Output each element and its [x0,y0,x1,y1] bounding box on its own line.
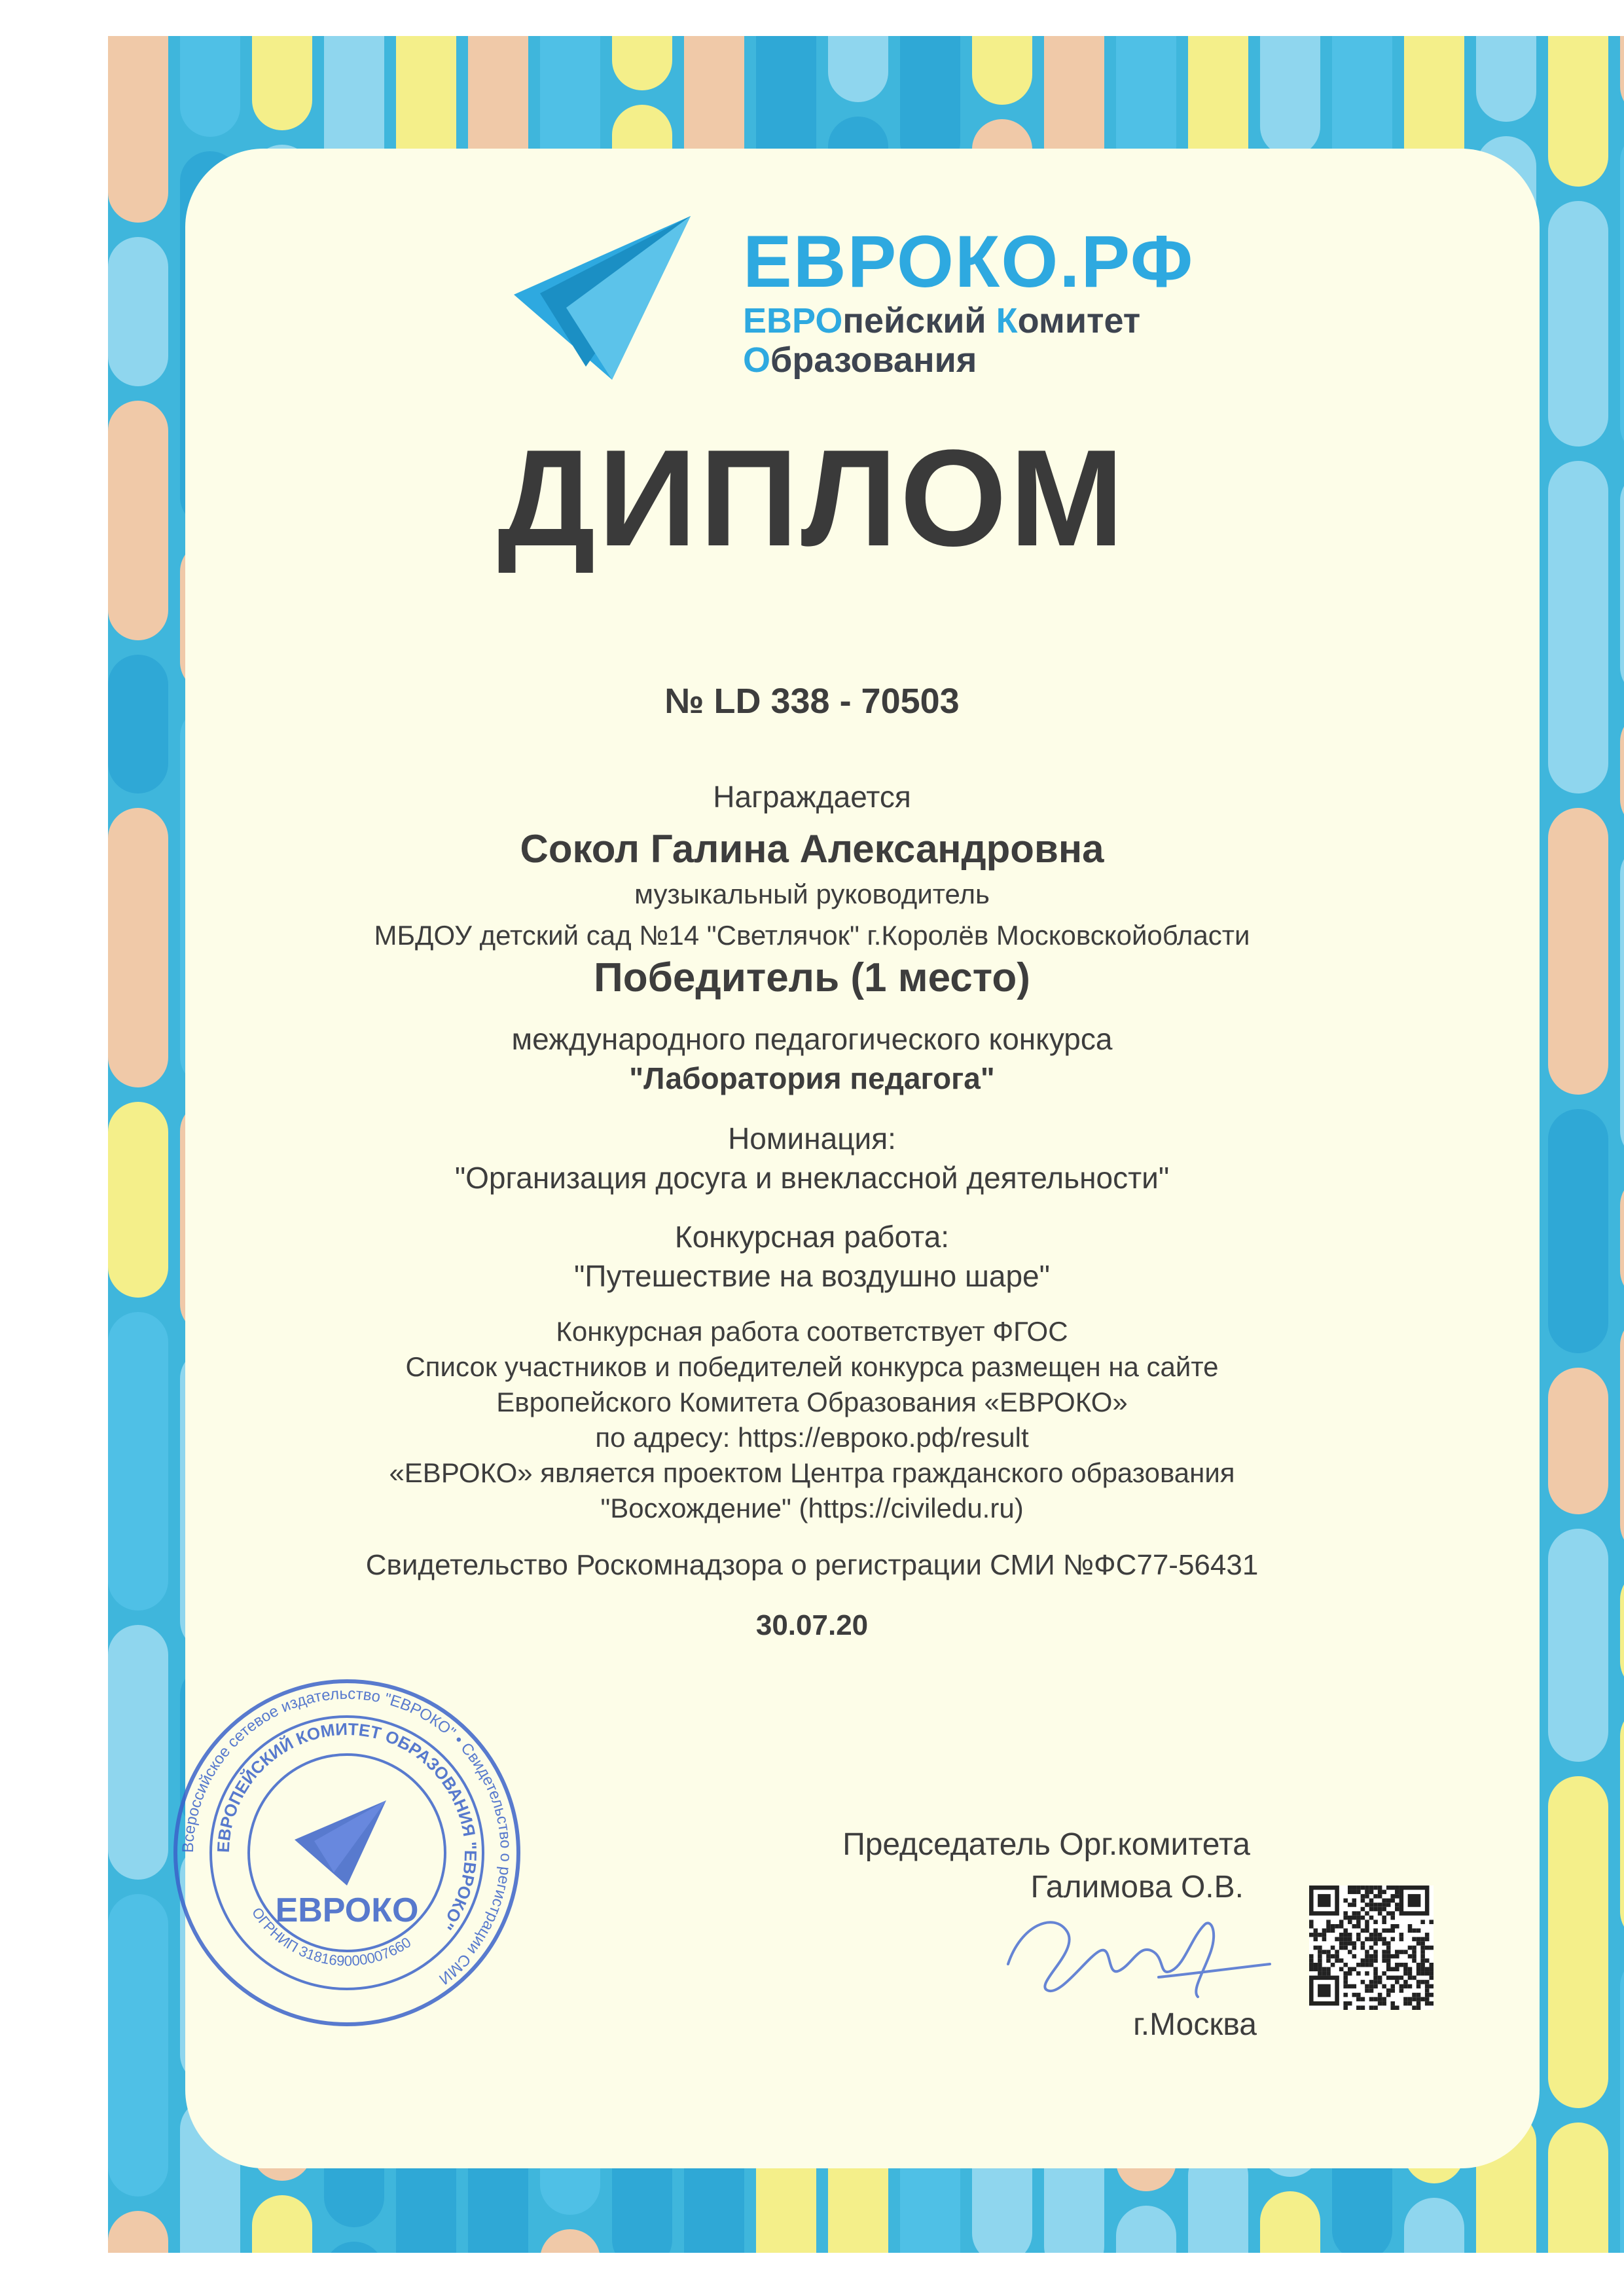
work-label: Конкурсная работа: [674,1220,950,1254]
diploma-heading: ДИПЛОМ [497,421,1127,575]
qr-code[interactable] [1309,1886,1434,2010]
handwritten-signature [995,1886,1276,2016]
chair-name: Галимова О.В. [1030,1870,1244,1904]
logo-subtitle: ЕВРОпейский Комитет Образования [743,301,1141,380]
registration-note: Свидетельство Роскомнадзора о регистрации СМИ №ФС77-56431 [365,1549,1259,1581]
diploma-number: № LD 338 - 70503 [664,682,960,721]
organization-stamp [170,1676,524,2030]
work-title: "Путешествие на воздушно шаре" [574,1259,1050,1293]
logo-title: ЕВРОКО.РФ [743,221,1195,302]
chair-title: Председатель Орг.комитета [842,1827,1250,1862]
stamp-inner-text: ЕВРОПЕЙСКИЙ КОМИТЕТ ОБРАЗОВАНИЯ "ЕВРОКО" [213,1719,481,1934]
nomination-label: Номинация: [728,1121,896,1156]
info-line: Европейского Комитета Образования «ЕВРОКО» [496,1387,1128,1417]
stamp-outer-text: Всероссийское сетевое издательство "ЕВРОКО" • Свидетельство о регистрации СМИ [179,1685,515,1988]
info-line: "Восхождение" (https://civiledu.ru) [600,1493,1024,1523]
award-place: Победитель (1 место) [594,955,1030,1000]
recipient-position: музыкальный руководитель [634,879,990,909]
nomination-value: "Организация досуга и внеклассной деятельности" [454,1161,1170,1195]
recipient-organization: МБДОУ детский сад №14 "Светлячок" г.Королёв Московскойобласти [374,920,1250,951]
issue-date: 30.07.20 [755,1609,869,1641]
info-line: Список участников и победителей конкурса размещен на сайте [405,1351,1219,1382]
info-line: Конкурсная работа соответствует ФГОС [556,1316,1068,1347]
contest-name: "Лаборатория педагога" [629,1061,995,1095]
stamp-center-text: ЕВРОКО [275,1891,419,1929]
paper-plane-logo-icon [514,216,691,380]
city: г.Москва [1133,2007,1257,2042]
awarded-label: Награждается [713,780,911,814]
recipient-name: Сокол Галина Александровна [520,827,1104,871]
info-line: «ЕВРОКО» является проектом Центра гражданского образования [389,1457,1235,1488]
contest-type: международного педагогического конкурса [511,1022,1113,1056]
info-line: по адресу: https://евроко.рф/result [595,1422,1029,1453]
stamp-ogrnip: ОГРНИП 318169000007660 [248,1904,414,1969]
